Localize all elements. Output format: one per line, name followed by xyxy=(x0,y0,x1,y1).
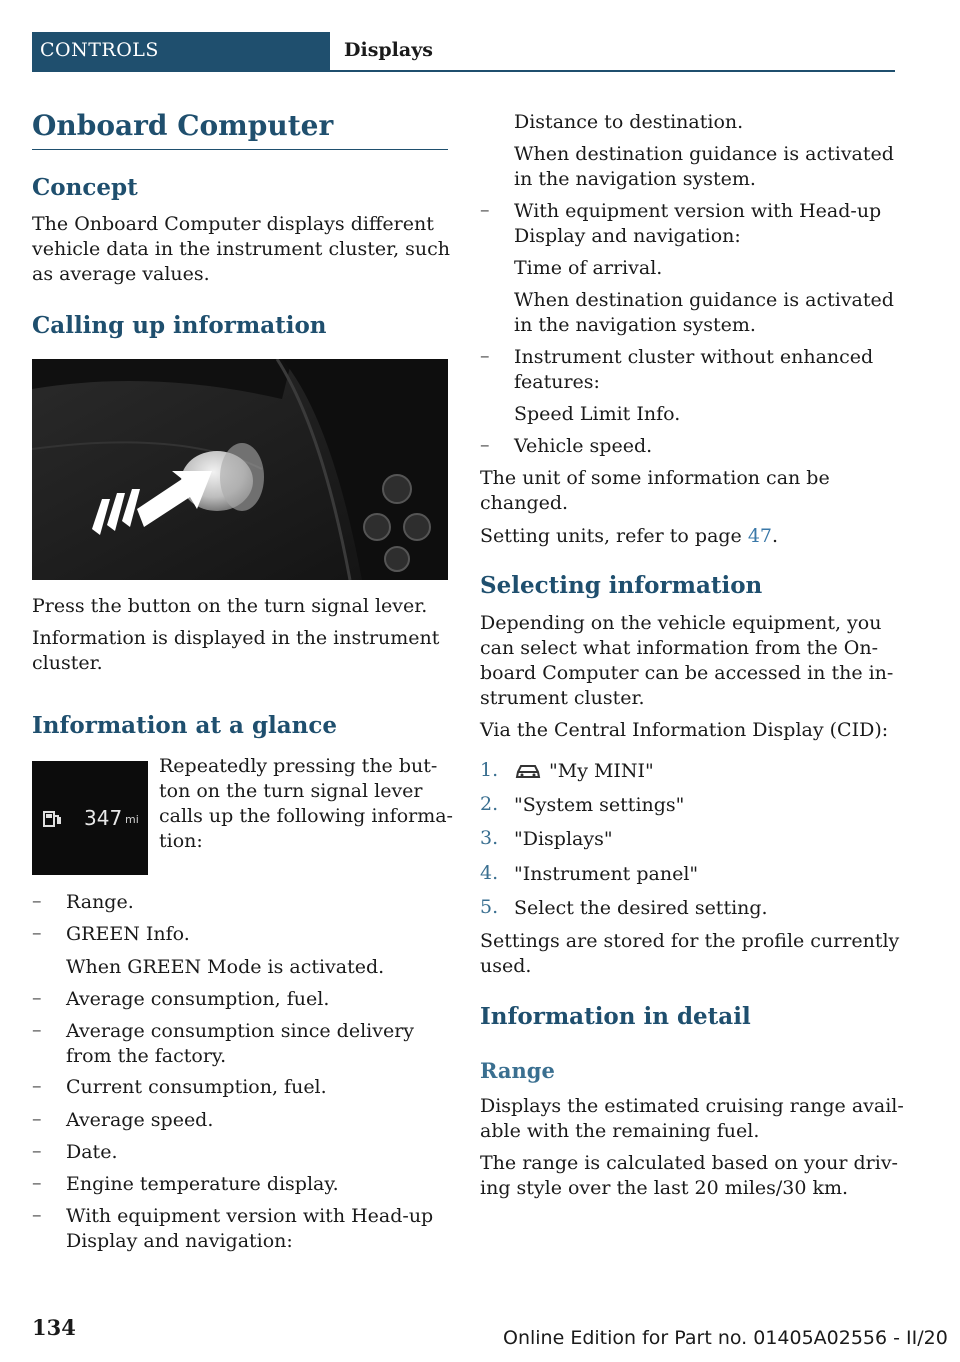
range-heading: Range xyxy=(480,1058,555,1083)
car-icon xyxy=(514,762,542,780)
list-item-cont: from the factory. xyxy=(66,1045,227,1067)
unit-line-1: The unit of some information can be xyxy=(480,467,830,489)
list-item: Range. xyxy=(66,891,134,913)
selecting-line-3: board Computer can be accessed in the in- xyxy=(480,662,894,684)
step-text: "System settings" xyxy=(514,794,685,816)
range-line-1: Displays the estimated cruising range avail- xyxy=(480,1095,904,1117)
title-rule xyxy=(32,149,448,150)
bullet-dash: – xyxy=(32,1172,42,1194)
instrument-cluster-display xyxy=(32,761,148,875)
bullet-dash: – xyxy=(480,434,490,456)
concept-line-2: vehicle data in the instrument cluster, such xyxy=(32,238,451,260)
list-subtext: When destination guidance is activated xyxy=(514,289,894,311)
range-line-4: ing style over the last 20 miles/30 km. xyxy=(480,1177,849,1199)
list-item: Vehicle speed. xyxy=(514,435,653,457)
glance-heading: Information at a glance xyxy=(32,712,338,739)
glance-line-2: ton on the turn signal lever xyxy=(159,780,423,802)
bullet-dash: – xyxy=(480,345,490,367)
range-unit: mi xyxy=(125,813,139,826)
bullet-dash: – xyxy=(32,1108,42,1130)
list-item: GREEN Info. xyxy=(66,923,190,945)
step-text: Select the desired setting. xyxy=(514,897,768,919)
calling-heading: Calling up information xyxy=(32,312,327,339)
list-item: Engine temperature display. xyxy=(66,1173,339,1195)
bullet-dash: – xyxy=(32,1140,42,1162)
step-text: "Displays" xyxy=(514,828,613,850)
press-text: Press the button on the turn signal lever. xyxy=(32,595,428,617)
step-number: 5. xyxy=(480,896,499,918)
bullet-dash: – xyxy=(32,890,42,912)
turn-signal-lever-photo xyxy=(32,359,448,580)
list-subtext: Time of arrival. xyxy=(514,257,663,279)
step-number: 3. xyxy=(480,827,499,849)
range-value: 347 xyxy=(84,806,123,830)
glance-line-1: Repeatedly pressing the but- xyxy=(159,755,438,777)
list-subtext: When GREEN Mode is activated. xyxy=(66,956,385,978)
bullet-dash: – xyxy=(32,1019,42,1041)
via-text: Via the Central Information Display (CID): xyxy=(480,719,889,741)
list-item-cont: features: xyxy=(514,371,600,393)
list-item: Instrument cluster without enhanced xyxy=(514,346,874,368)
edition-note: Online Edition for Part no. 01405A02556 - II/20 xyxy=(503,1327,948,1349)
glance-line-4: tion: xyxy=(159,830,203,852)
page-number: 134 xyxy=(32,1315,76,1340)
range-line-3: The range is calculated based on your driv- xyxy=(480,1152,898,1174)
selecting-line-4: strument cluster. xyxy=(480,687,645,709)
chapter-title: Displays xyxy=(344,39,433,61)
step-text: "My MINI" xyxy=(549,760,654,782)
detail-heading: Information in detail xyxy=(480,1003,751,1030)
stored-line-1: Settings are stored for the profile currently xyxy=(480,930,900,952)
list-item: Average consumption since delivery xyxy=(66,1020,415,1042)
setting-units-text: Setting units, refer to page 47. xyxy=(480,525,779,547)
bullet-dash: – xyxy=(32,1075,42,1097)
selecting-line-1: Depending on the vehicle equipment, you xyxy=(480,612,882,634)
selecting-heading: Selecting information xyxy=(480,572,763,599)
bullet-dash: – xyxy=(32,987,42,1009)
concept-line-1: The Onboard Computer displays different xyxy=(32,213,434,235)
glance-line-3: calls up the following informa- xyxy=(159,805,453,827)
list-subtext: When destination guidance is activated xyxy=(514,143,894,165)
page-title: Onboard Computer xyxy=(32,109,334,142)
page-link[interactable]: 47 xyxy=(747,525,773,547)
list-item: With equipment version with Head-up xyxy=(66,1205,434,1227)
bullet-dash: – xyxy=(480,199,490,221)
info-line-1: Information is displayed in the instrument xyxy=(32,627,440,649)
list-subtext: Speed Limit Info. xyxy=(514,403,681,425)
step-number: 1. xyxy=(480,759,499,781)
fuel-pump-icon xyxy=(42,809,64,829)
bullet-dash: – xyxy=(32,1204,42,1226)
step-text: "Instrument panel" xyxy=(514,863,699,885)
section-label: CONTROLS xyxy=(32,32,330,70)
list-item-cont: Display and navigation: xyxy=(66,1230,293,1252)
selecting-line-2: can select what information from the On- xyxy=(480,637,879,659)
bullet-dash: – xyxy=(32,922,42,944)
list-item: Current consumption, fuel. xyxy=(66,1076,327,1098)
page-header xyxy=(32,32,895,72)
lever-illustration xyxy=(32,359,448,580)
concept-line-3: as average values. xyxy=(32,263,210,285)
list-item: Date. xyxy=(66,1141,118,1163)
list-item: Average speed. xyxy=(66,1109,214,1131)
list-subtext: in the navigation system. xyxy=(514,314,756,336)
step-number: 4. xyxy=(480,862,499,884)
list-item: With equipment version with Head-up xyxy=(514,200,882,222)
info-line-2: cluster. xyxy=(32,652,103,674)
list-subtext: in the navigation system. xyxy=(514,168,756,190)
list-item: Average consumption, fuel. xyxy=(66,988,330,1010)
stored-line-2: used. xyxy=(480,955,532,977)
unit-line-2: changed. xyxy=(480,492,569,514)
list-subtext: Distance to destination. xyxy=(514,111,744,133)
step-number: 2. xyxy=(480,793,499,815)
list-item-cont: Display and navigation: xyxy=(514,225,741,247)
range-line-2: able with the remaining fuel. xyxy=(480,1120,760,1142)
concept-heading: Concept xyxy=(32,174,138,201)
